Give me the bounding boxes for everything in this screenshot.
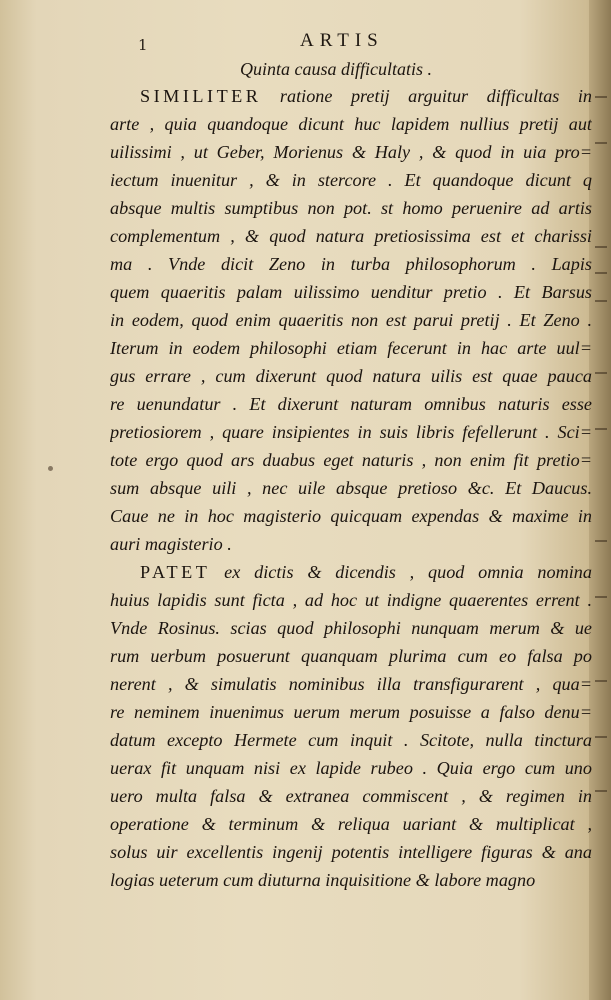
text-line-content: ex dictis & dicendis , quod omnia nomina <box>210 562 592 582</box>
ink-spot <box>48 466 53 471</box>
text-line <box>110 362 592 390</box>
text-line-content: Iterum in eodem philosophi etiam fecerunt in hac arte uul= <box>110 338 592 358</box>
text-line-content: uero multa falsa & extranea commiscent , & regimen in <box>110 786 592 806</box>
facing-page-edge <box>589 0 611 1000</box>
text-line-content: gus errare , cum dixerunt quod natura uilis est quae pauca <box>110 366 592 386</box>
text-line-content: solus uir excellentis ingenij potentis intelligere figuras & ana <box>110 842 592 862</box>
text-line <box>110 866 592 894</box>
text-line <box>110 502 592 530</box>
text-line-content: quem quaeritis palam uilissimo uenditur pretio . Et Barsus <box>110 282 592 302</box>
text-line-content: rum uerbum posuerunt quanquam plurima cum eo falsa po <box>110 646 592 666</box>
text-line <box>110 670 592 698</box>
text-line <box>110 222 592 250</box>
facing-page-mark <box>595 428 607 430</box>
text-line <box>110 334 592 362</box>
text-line <box>110 418 592 446</box>
facing-page-mark <box>595 736 607 738</box>
text-line <box>110 810 592 838</box>
page-number: 1 <box>138 36 148 54</box>
text-line-content: tote ergo quod ars duabus eget naturis , non enim fit pretio= <box>110 450 592 470</box>
text-line <box>110 138 592 166</box>
text-line-content: uilissimi , ut Geber, Morienus & Haly , & quod in uia pro= <box>110 142 592 162</box>
facing-page-mark <box>595 596 607 598</box>
facing-page-mark <box>595 142 607 144</box>
text-line <box>110 166 592 194</box>
facing-page-mark <box>595 790 607 792</box>
text-line-content: absque multis sumptibus non pot. st homo peruenire ad artis <box>110 198 592 218</box>
text-line <box>110 838 592 866</box>
text-line <box>110 782 592 810</box>
text-line-content: nerent , & simulatis nominibus illa transfigurarent , qua= <box>110 674 592 694</box>
text-line-content: operatione & terminum & reliqua uariant & multiplicat , <box>110 814 592 834</box>
text-line <box>110 110 592 138</box>
text-line <box>110 390 592 418</box>
facing-page-mark <box>595 300 607 302</box>
facing-page-mark <box>595 246 607 248</box>
text-line <box>110 642 592 670</box>
text-line-content: Caue ne in hoc magisterio quicquam expendas & maxime in <box>110 506 592 526</box>
text-line-content: huius lapidis sunt ficta , ad hoc ut indigne quaerentes errent . <box>110 590 592 610</box>
text-line <box>110 726 592 754</box>
text-line <box>110 586 592 614</box>
facing-page-mark <box>595 372 607 374</box>
text-line-content: auri magisterio . <box>110 534 232 554</box>
text-line <box>110 194 592 222</box>
text-line <box>110 446 592 474</box>
text-line-content: arte , quia quandoque dicunt huc lapidem nullius pretij aut <box>110 114 592 134</box>
text-line-content: pretiosiorem , quare insipientes in suis libris fefellerunt . Sci= <box>110 422 592 442</box>
text-line <box>110 82 592 110</box>
paragraph-lead-word: SIMILITER <box>140 86 262 106</box>
facing-page-mark <box>595 540 607 542</box>
text-line-content: uerax fit unquam nisi ex lapide rubeo . Quia ergo cum uno <box>110 758 592 778</box>
section-title: Quinta causa difficultatis . <box>240 59 432 79</box>
facing-page-mark <box>595 680 607 682</box>
text-line-content: complementum , & quod natura pretiosissima est et charissi <box>110 226 592 246</box>
text-line-content: logias ueterum cum diuturna inquisitione & labore magno <box>110 870 536 890</box>
text-line-content: ma . Vnde dicit Zeno in turba philosophorum . Lapis <box>110 254 592 274</box>
paragraph-lead-word: PATET <box>140 562 211 582</box>
text-line <box>110 614 592 642</box>
facing-page-mark <box>595 96 607 98</box>
text-line <box>110 530 592 558</box>
text-line <box>110 754 592 782</box>
text-line-content: datum excepto Hermete cum inquit . Scitote, nulla tinctura <box>110 730 592 750</box>
text-line <box>110 558 592 586</box>
text-line <box>110 278 592 306</box>
text-line-content: re uenundatur . Et dixerunt naturam omnibus naturis esse <box>110 394 592 414</box>
running-head: ARTIS <box>300 30 384 51</box>
text-line-content: ratione pretij arguitur difficultas in <box>261 86 592 106</box>
text-line-content: in eodem, quod enim quaeritis non est parui pretij . Et Zeno . <box>110 310 592 330</box>
text-line-content: Vnde Rosinus. scias quod philosophi nunquam merum & ue <box>110 618 592 638</box>
text-line <box>110 250 592 278</box>
text-line <box>110 474 592 502</box>
facing-page-mark <box>595 272 607 274</box>
text-line-content: iectum inuenitur , & in stercore . Et quandoque dicunt q <box>110 170 592 190</box>
text-line-content: sum absque uili , nec uile absque pretioso &c. Et Daucus. <box>110 478 592 498</box>
text-line-content: re neminem inuenimus uerum merum posuisse a falso denu= <box>110 702 592 722</box>
text-line <box>110 698 592 726</box>
text-line <box>110 306 592 334</box>
body-text <box>110 82 592 894</box>
